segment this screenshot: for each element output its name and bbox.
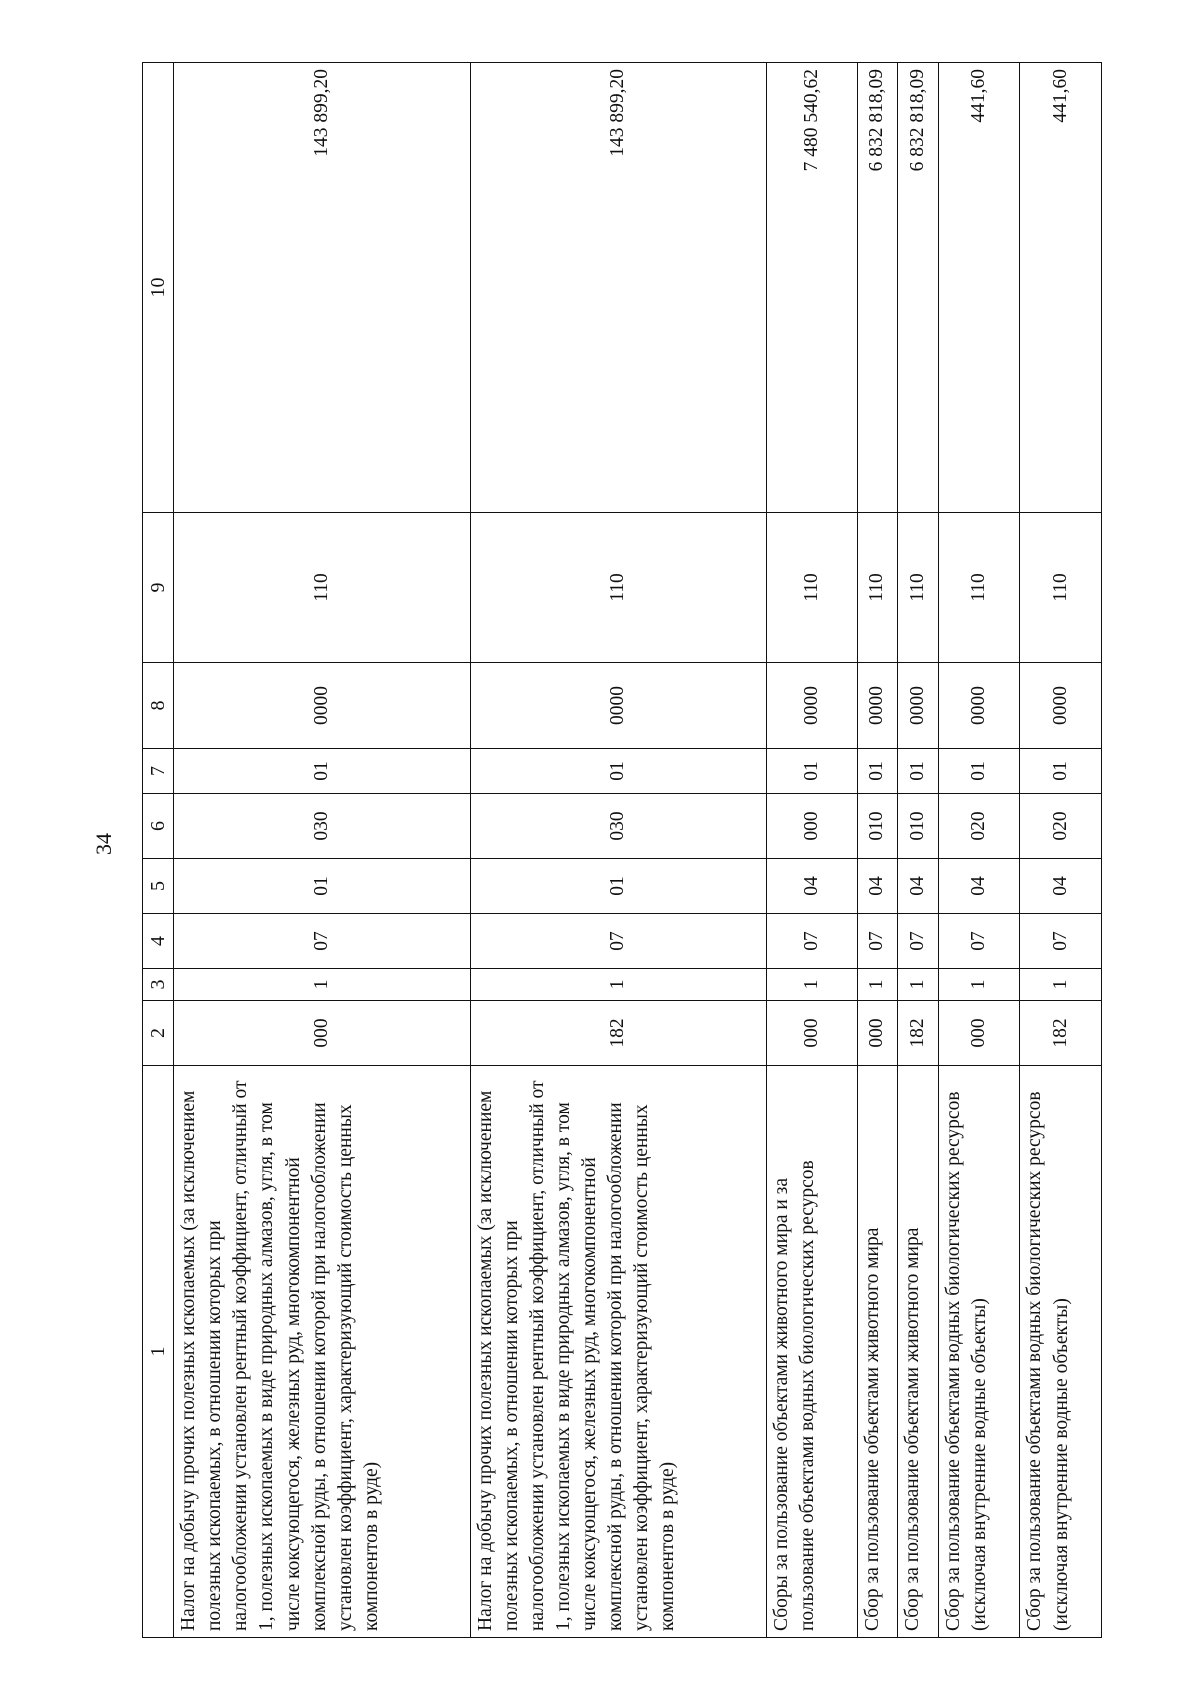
cell-program: 0000 [470,663,767,749]
cell-element: 01 [1020,749,1102,794]
cell-program: 0000 [1020,663,1102,749]
cell-amount: 441,60 [1020,63,1102,513]
cell-article: 01 [470,859,767,914]
cell-group: 1 [1020,969,1102,1001]
cell-article: 01 [174,859,471,914]
cell-program: 0000 [174,663,471,749]
cell-group: 1 [174,969,471,1001]
header-cell: 8 [143,663,174,749]
cell-subgroup: 07 [174,914,471,969]
cell-article: 04 [898,859,939,914]
cell-article: 04 [939,859,1020,914]
table-row [767,63,858,1638]
row-name: Сбор за пользование объектами животного мира [898,1066,939,1638]
table-row [1020,63,1102,1638]
cell-admin-code: 000 [767,1001,858,1066]
cell-admin-code: 000 [857,1001,898,1066]
cell-article: 04 [767,859,858,914]
table-row [898,63,939,1638]
cell-element: 01 [898,749,939,794]
header-cell: 6 [143,794,174,859]
cell-subarticle: 030 [174,794,471,859]
rotated-table-wrapper [142,63,1102,1638]
header-cell: 5 [143,859,174,914]
cell-article: 04 [857,859,898,914]
cell-admin-code: 182 [898,1001,939,1066]
cell-amount: 143 899,20 [174,63,471,513]
row-name: Налог на добычу прочих полезных ископаемых (за исключением полезных ископаемых, в отношении которых при налогообложении установлен рентный коэффициент, отличный от 1, полезных ископаемых в виде природных алмазов, угля, в том числе коксующегося, железных руд, многокомпонентной комплексной руды, в отношении которой при налогообложении установлен коэффициент, характеризующий стоимость ценных компонентов в руде) [174,1066,471,1638]
cell-group: 1 [767,969,858,1001]
table-row [939,63,1020,1638]
header-cell: 1 [143,1066,174,1638]
cell-program: 0000 [857,663,898,749]
cell-subgroup: 07 [767,914,858,969]
cell-admin-code: 182 [1020,1001,1102,1066]
cell-classification: 110 [898,513,939,663]
cell-classification: 110 [470,513,767,663]
row-name: Сбор за пользование объектами животного мира [857,1066,898,1638]
cell-classification: 110 [939,513,1020,663]
cell-group: 1 [939,969,1020,1001]
row-name: Налог на добычу прочих полезных ископаемых (за исключением полезных ископаемых, в отношении которых при налогообложении установлен рентный коэффициент, отличный от 1, полезных ископаемых в виде природных алмазов, угля, в том числе коксующегося, железных руд, многокомпонентной комплексной руды, в отношении которой при налогообложении установлен коэффициент, характеризующий стоимость ценных компонентов в руде) [470,1066,767,1638]
cell-group: 1 [898,969,939,1001]
cell-subarticle: 010 [898,794,939,859]
cell-classification: 110 [767,513,858,663]
budget-revenue-table [142,62,1102,1638]
cell-element: 01 [174,749,471,794]
cell-group: 1 [857,969,898,1001]
cell-classification: 110 [1020,513,1102,663]
cell-subarticle: 020 [939,794,1020,859]
header-cell: 3 [143,969,174,1001]
cell-amount: 143 899,20 [470,63,767,513]
row-name: Сборы за пользование объектами животного мира и за пользование объектами водных биологических ресурсов [767,1066,858,1638]
cell-subgroup: 07 [857,914,898,969]
cell-subarticle: 030 [470,794,767,859]
table-row [857,63,898,1638]
cell-admin-code: 000 [174,1001,471,1066]
cell-subgroup: 07 [939,914,1020,969]
cell-element: 01 [470,749,767,794]
cell-subarticle: 010 [857,794,898,859]
table-row [470,63,767,1638]
cell-element: 01 [939,749,1020,794]
cell-amount: 441,60 [939,63,1020,513]
page-number: 34 [91,833,116,855]
cell-amount: 6 832 818,09 [857,63,898,513]
cell-subgroup: 07 [1020,914,1102,969]
cell-classification: 110 [174,513,471,663]
header-cell: 4 [143,914,174,969]
header-cell: 7 [143,749,174,794]
cell-classification: 110 [857,513,898,663]
header-cell: 2 [143,1001,174,1066]
cell-subgroup: 07 [470,914,767,969]
cell-group: 1 [470,969,767,1001]
cell-element: 01 [767,749,858,794]
cell-subarticle: 020 [1020,794,1102,859]
cell-article: 04 [1020,859,1102,914]
row-name: Сбор за пользование объектами водных биологических ресурсов (исключая внутренние водные объекты) [1020,1066,1102,1638]
cell-program: 0000 [898,663,939,749]
cell-program: 0000 [939,663,1020,749]
header-row [143,63,174,1638]
cell-admin-code: 182 [470,1001,767,1066]
cell-subgroup: 07 [898,914,939,969]
cell-element: 01 [857,749,898,794]
cell-subarticle: 000 [767,794,858,859]
table-row [174,63,471,1638]
cell-amount: 7 480 540,62 [767,63,858,513]
row-name: Сбор за пользование объектами водных биологических ресурсов (исключая внутренние водные объекты) [939,1066,1020,1638]
cell-amount: 6 832 818,09 [898,63,939,513]
header-cell: 10 [143,63,174,513]
cell-admin-code: 000 [939,1001,1020,1066]
header-cell: 9 [143,513,174,663]
cell-program: 0000 [767,663,858,749]
